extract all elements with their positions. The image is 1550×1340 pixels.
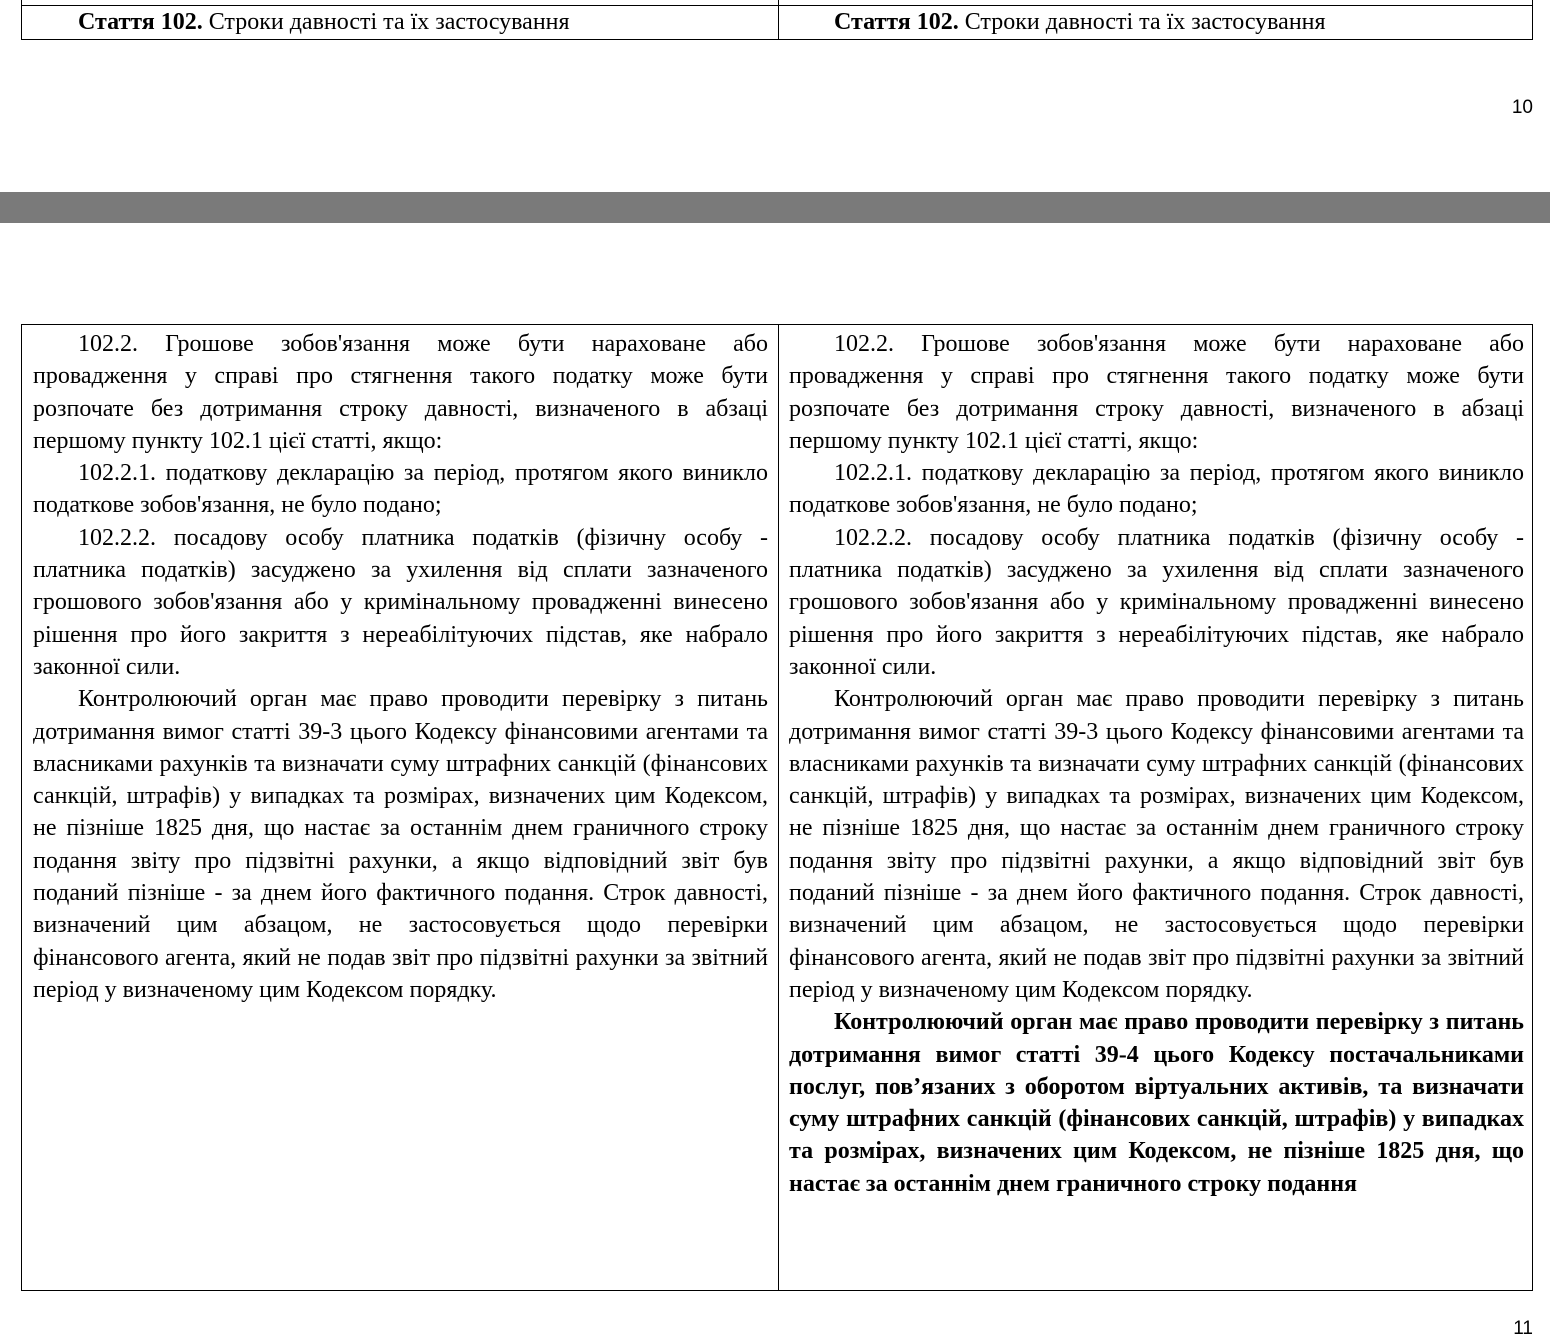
article-title: Строки давності та їх застосування — [202, 9, 570, 35]
comparison-table — [21, 324, 1533, 1291]
paragraph: 102.2.2. посадову особу платника податків (фізичну особу - платника податків) засуджено за ухилення від сплати зазначеного грошового зобов'язання або у кримінальному провадженні винесено рішення про його закриття з нереабілітуючих підстав, яке набрало законної сили. — [33, 524, 768, 680]
document-page-11 — [0, 223, 1550, 1339]
right-column-proposed-text — [789, 328, 1524, 1200]
article-header-table — [21, 0, 1533, 40]
header-cell-left — [78, 6, 570, 39]
article-title: Строки давності та їх застосування — [958, 9, 1326, 35]
paragraph: 102.2. Грошове зобов'язання може бути нараховане або провадження у справі про стягнення такого податку може бути розпочате без дотримання строку давності, визначеного в абзаці першому пункту 102.1 цієї статті, якщо: — [33, 331, 768, 454]
document-page-10 — [0, 0, 1550, 192]
paragraph: Контролюючий орган має право проводити перевірку з питань дотримання вимог статті 39-3 цього Кодексу фінансовими агентами та власниками рахунків та визначати суму штрафних санкцій (фінансових санкцій, штрафів) у випадках та розмірах, визначених цим Кодексом, не пізніше 1825 дня, що настає за останнім днем граничного строку подання звіту про підзвітні рахунки, а якщо відповідний звіт був поданий пізніше - за днем його фактичного подання. Строк давності, визначений цим абзацом, не застосовується щодо перевірки фінансового агента, який не подав звіт про підзвітні рахунки за звітний період у визначеному цим Кодексом порядку. — [33, 686, 768, 1003]
paragraph: 102.2.1. податкову декларацію за період, протягом якого виникло податкове зобов'язання, не було подано; — [33, 460, 768, 519]
page-separator — [0, 192, 1550, 223]
column-divider — [778, 325, 779, 1290]
left-column-current-text — [33, 328, 768, 1006]
article-label: Стаття 102. — [834, 9, 959, 35]
article-label: Стаття 102. — [78, 9, 203, 35]
page-number: 10 — [1511, 97, 1533, 118]
paragraph: 102.2. Грошове зобов'язання може бути нараховане або провадження у справі про стягнення такого податку може бути розпочате без дотримання строку давності, визначеного в абзаці першому пункту 102.1 цієї статті, якщо: — [789, 331, 1524, 454]
paragraph: 102.2.2. посадову особу платника податків (фізичну особу - платника податків) засуджено за ухилення від сплати зазначеного грошового зобов'язання або у кримінальному провадженні винесено рішення про його закриття з нереабілітуючих підстав, яке набрало законної сили. — [789, 524, 1524, 680]
page-number: 11 — [1513, 1318, 1533, 1339]
paragraph: 102.2.1. податкову декларацію за період, протягом якого виникло податкове зобов'язання, не було подано; — [789, 460, 1524, 519]
paragraph: Контролюючий орган має право проводити перевірку з питань дотримання вимог статті 39-3 цього Кодексу фінансовими агентами та власниками рахунків та визначати суму штрафних санкцій (фінансових санкцій, штрафів) у випадках та розмірах, визначених цим Кодексом, не пізніше 1825 дня, що настає за останнім днем граничного строку подання звіту про підзвітні рахунки, а якщо відповідний звіт був поданий пізніше - за днем його фактичного подання. Строк давності, визначений цим абзацом, не застосовується щодо перевірки фінансового агента, який не подав звіт про підзвітні рахунки за звітний період у визначеному цим Кодексом порядку. — [789, 686, 1524, 1003]
header-cell-right — [834, 6, 1326, 39]
paragraph: Контролюючий орган має право проводити перевірку з питань дотримання вимог статті 39-4 цього Кодексу постачальниками послуг, пов’язаних з оборотом віртуальних активів, та визначати суму штрафних санкцій (фінансових санкцій, штрафів) у випадках та розмірах, визначених цим Кодексом, не пізніше 1825 дня, що настає за останнім днем граничного строку подання — [789, 1009, 1524, 1197]
